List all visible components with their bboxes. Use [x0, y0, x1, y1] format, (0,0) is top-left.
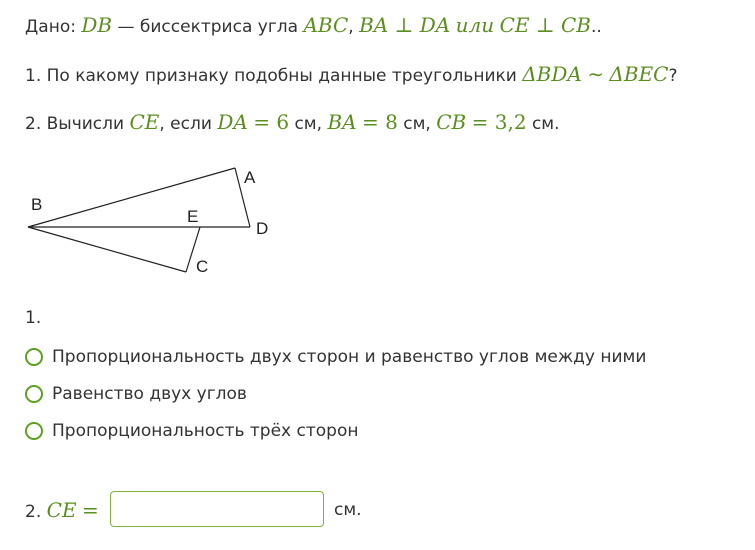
q2-ba: BA [327, 110, 357, 134]
radio-button[interactable] [25, 385, 43, 403]
radio-button[interactable] [25, 422, 43, 440]
question-2 [25, 110, 560, 136]
option-label: Равенство двух углов [52, 384, 247, 404]
q2-ba-value: = 8 [361, 110, 398, 134]
triangle-bec: ΔBEC [609, 62, 669, 86]
q2-da-value: = 6 [253, 110, 290, 134]
given-perp2: CE ⊥ CB [499, 13, 591, 37]
triangle-bda: ΔBDA [522, 62, 582, 86]
segment-ba [28, 168, 235, 227]
answer-2-label: 2. [25, 502, 42, 522]
question-1 [25, 62, 678, 88]
option-three-sides[interactable] [25, 418, 358, 444]
q2-unit-2: см, [403, 114, 431, 134]
given-abc: ABC [303, 13, 349, 37]
similarity-sign: ∼ [587, 62, 605, 86]
label-e: E [187, 207, 199, 226]
given-end: .. [591, 17, 602, 37]
given-line [25, 13, 602, 39]
given-dash-text: — биссектриса угла [112, 17, 304, 37]
q2-unit-1: см, [294, 114, 323, 134]
option-two-sides-angle[interactable] [25, 344, 646, 370]
answer-2-eq: = [81, 498, 99, 522]
answer-2-row [25, 498, 99, 524]
radio-button[interactable] [25, 348, 43, 366]
given-comma: , [348, 17, 354, 37]
given-db: DB [81, 13, 113, 37]
q2-if-text: , если [159, 114, 212, 134]
question-1-end: ? [668, 66, 678, 86]
q2-ce: CE [129, 110, 160, 134]
label-c: C [196, 257, 209, 276]
answer-1-label: 1. [25, 308, 42, 328]
label-b: B [31, 195, 43, 214]
given-ili: или [455, 13, 495, 37]
given-prefix: Дано: [25, 17, 76, 37]
segment-bc [28, 227, 186, 272]
option-label: Пропорциональность трёх сторон [52, 421, 359, 441]
ce-answer-input[interactable] [110, 491, 324, 527]
question-2-text: 2. Вычисли [25, 114, 125, 134]
q2-cb: CB [436, 110, 467, 134]
label-d: D [256, 219, 269, 238]
triangles-figure [20, 160, 290, 290]
option-label: Пропорциональность двух сторон и равенство углов между ними [52, 347, 647, 367]
answer-2-unit: см. [334, 500, 362, 520]
answer-2-ce: CE [46, 498, 77, 522]
option-two-angles[interactable] [25, 381, 247, 407]
q2-unit-3: см. [531, 114, 560, 134]
label-a: A [244, 168, 256, 187]
question-1-text: 1. По какому признаку подобны данные треугольники [25, 66, 517, 86]
q2-da: DA [217, 110, 248, 134]
q2-cb-value: = 3,2 [471, 110, 527, 134]
given-perp1: BA ⊥ DA [359, 13, 451, 37]
